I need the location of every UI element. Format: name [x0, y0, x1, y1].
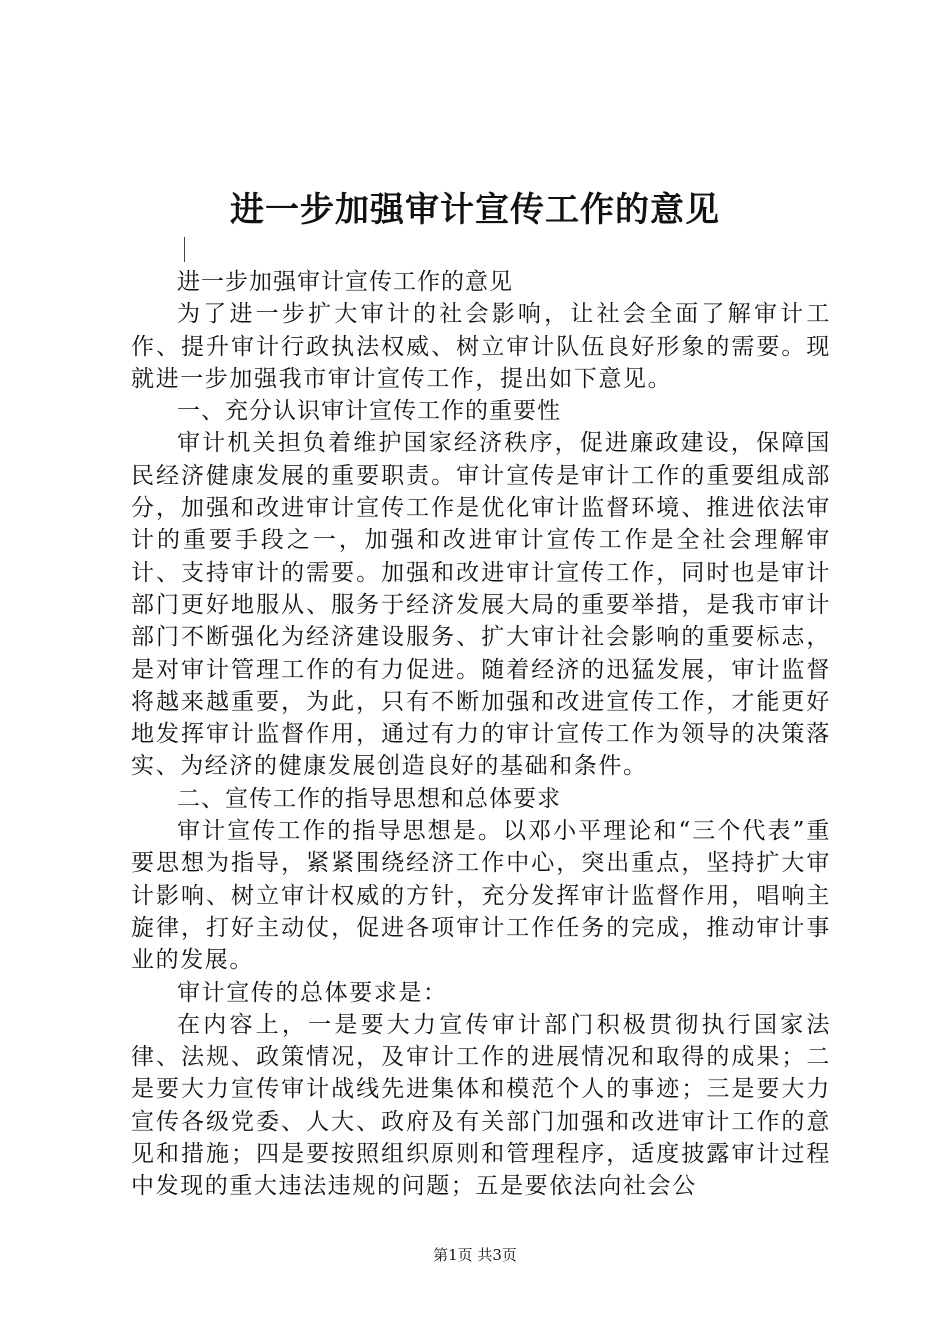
document-title: 进一步加强审计宣传工作的意见 [230, 190, 720, 230]
content-requirements-paragraph: 在内容上，一是要大力宣传审计部门积极贯彻执行国家法律、法规、政策情况，及审计工作的进展情况和取得的成果；二是要大力宣传审计战线先进集体和模范个人的事迹；三是要大力宣传各级党委、人大、政府及有关部门加强和改进审计工作的意见和措施；四是要按照组织原则和管理程序，适度披露审计过程中发现的重大违法违规的问题；五是要依法向社会公 [131, 1011, 831, 1200]
intro-paragraph: 为了进一步扩大审计的社会影响，让社会全面了解审计工作、提升审计行政执法权威、树立审计队伍良好形象的需要。现就进一步加强我市审计宣传工作，提出如下意见。 [131, 301, 831, 392]
document-body [131, 266, 831, 1203]
requirements-intro: 审计宣传的总体要求是： [177, 979, 448, 1006]
section-1-paragraph: 审计机关担负着维护国家经济秩序，促进廉政建设，保障国民经济健康发展的重要职责。审计宣传是审计工作的重要组成部分，加强和改进审计宣传工作是优化审计监督环境、推进依法审计的重要手段之一，加强和改进审计宣传工作是全社会理解审计、支持审计的需要。加强和改进审计宣传工作，同时也是审计部门更好地服从、服务于经济发展大局的重要举措，是我市审计部门不断强化为经济建设服务、扩大审计社会影响的重要标志，是对审计管理工作的有力促进。随着经济的迅猛发展，审计监督将越来越重要，为此，只有不断加强和改进宣传工作，才能更好地发挥审计监督作用，通过有力的审计宣传工作为领导的决策落实、为经济的健康发展创造良好的基础和条件。 [131, 430, 831, 780]
body-heading: 进一步加强审计宣传工作的意见 [177, 269, 513, 295]
page-number: 第1页 共3页 [433, 1246, 517, 1264]
section-heading-2: 二、宣传工作的指导思想和总体要求 [177, 785, 561, 812]
guiding-thought-paragraph: 审计宣传工作的指导思想是。以邓小平理论和“三个代表”重要思想为指导，紧紧围绕经济工作中心，突出重点，坚持扩大审计影响、树立审计权威的方针，充分发挥审计监督作用，唱响主旋律，打好主动仗，促进各项审计工作任务的完成，推动审计事业的发展。 [131, 818, 831, 974]
text-cursor [184, 237, 185, 262]
section-heading-1: 一、充分认识审计宣传工作的重要性 [177, 398, 561, 425]
